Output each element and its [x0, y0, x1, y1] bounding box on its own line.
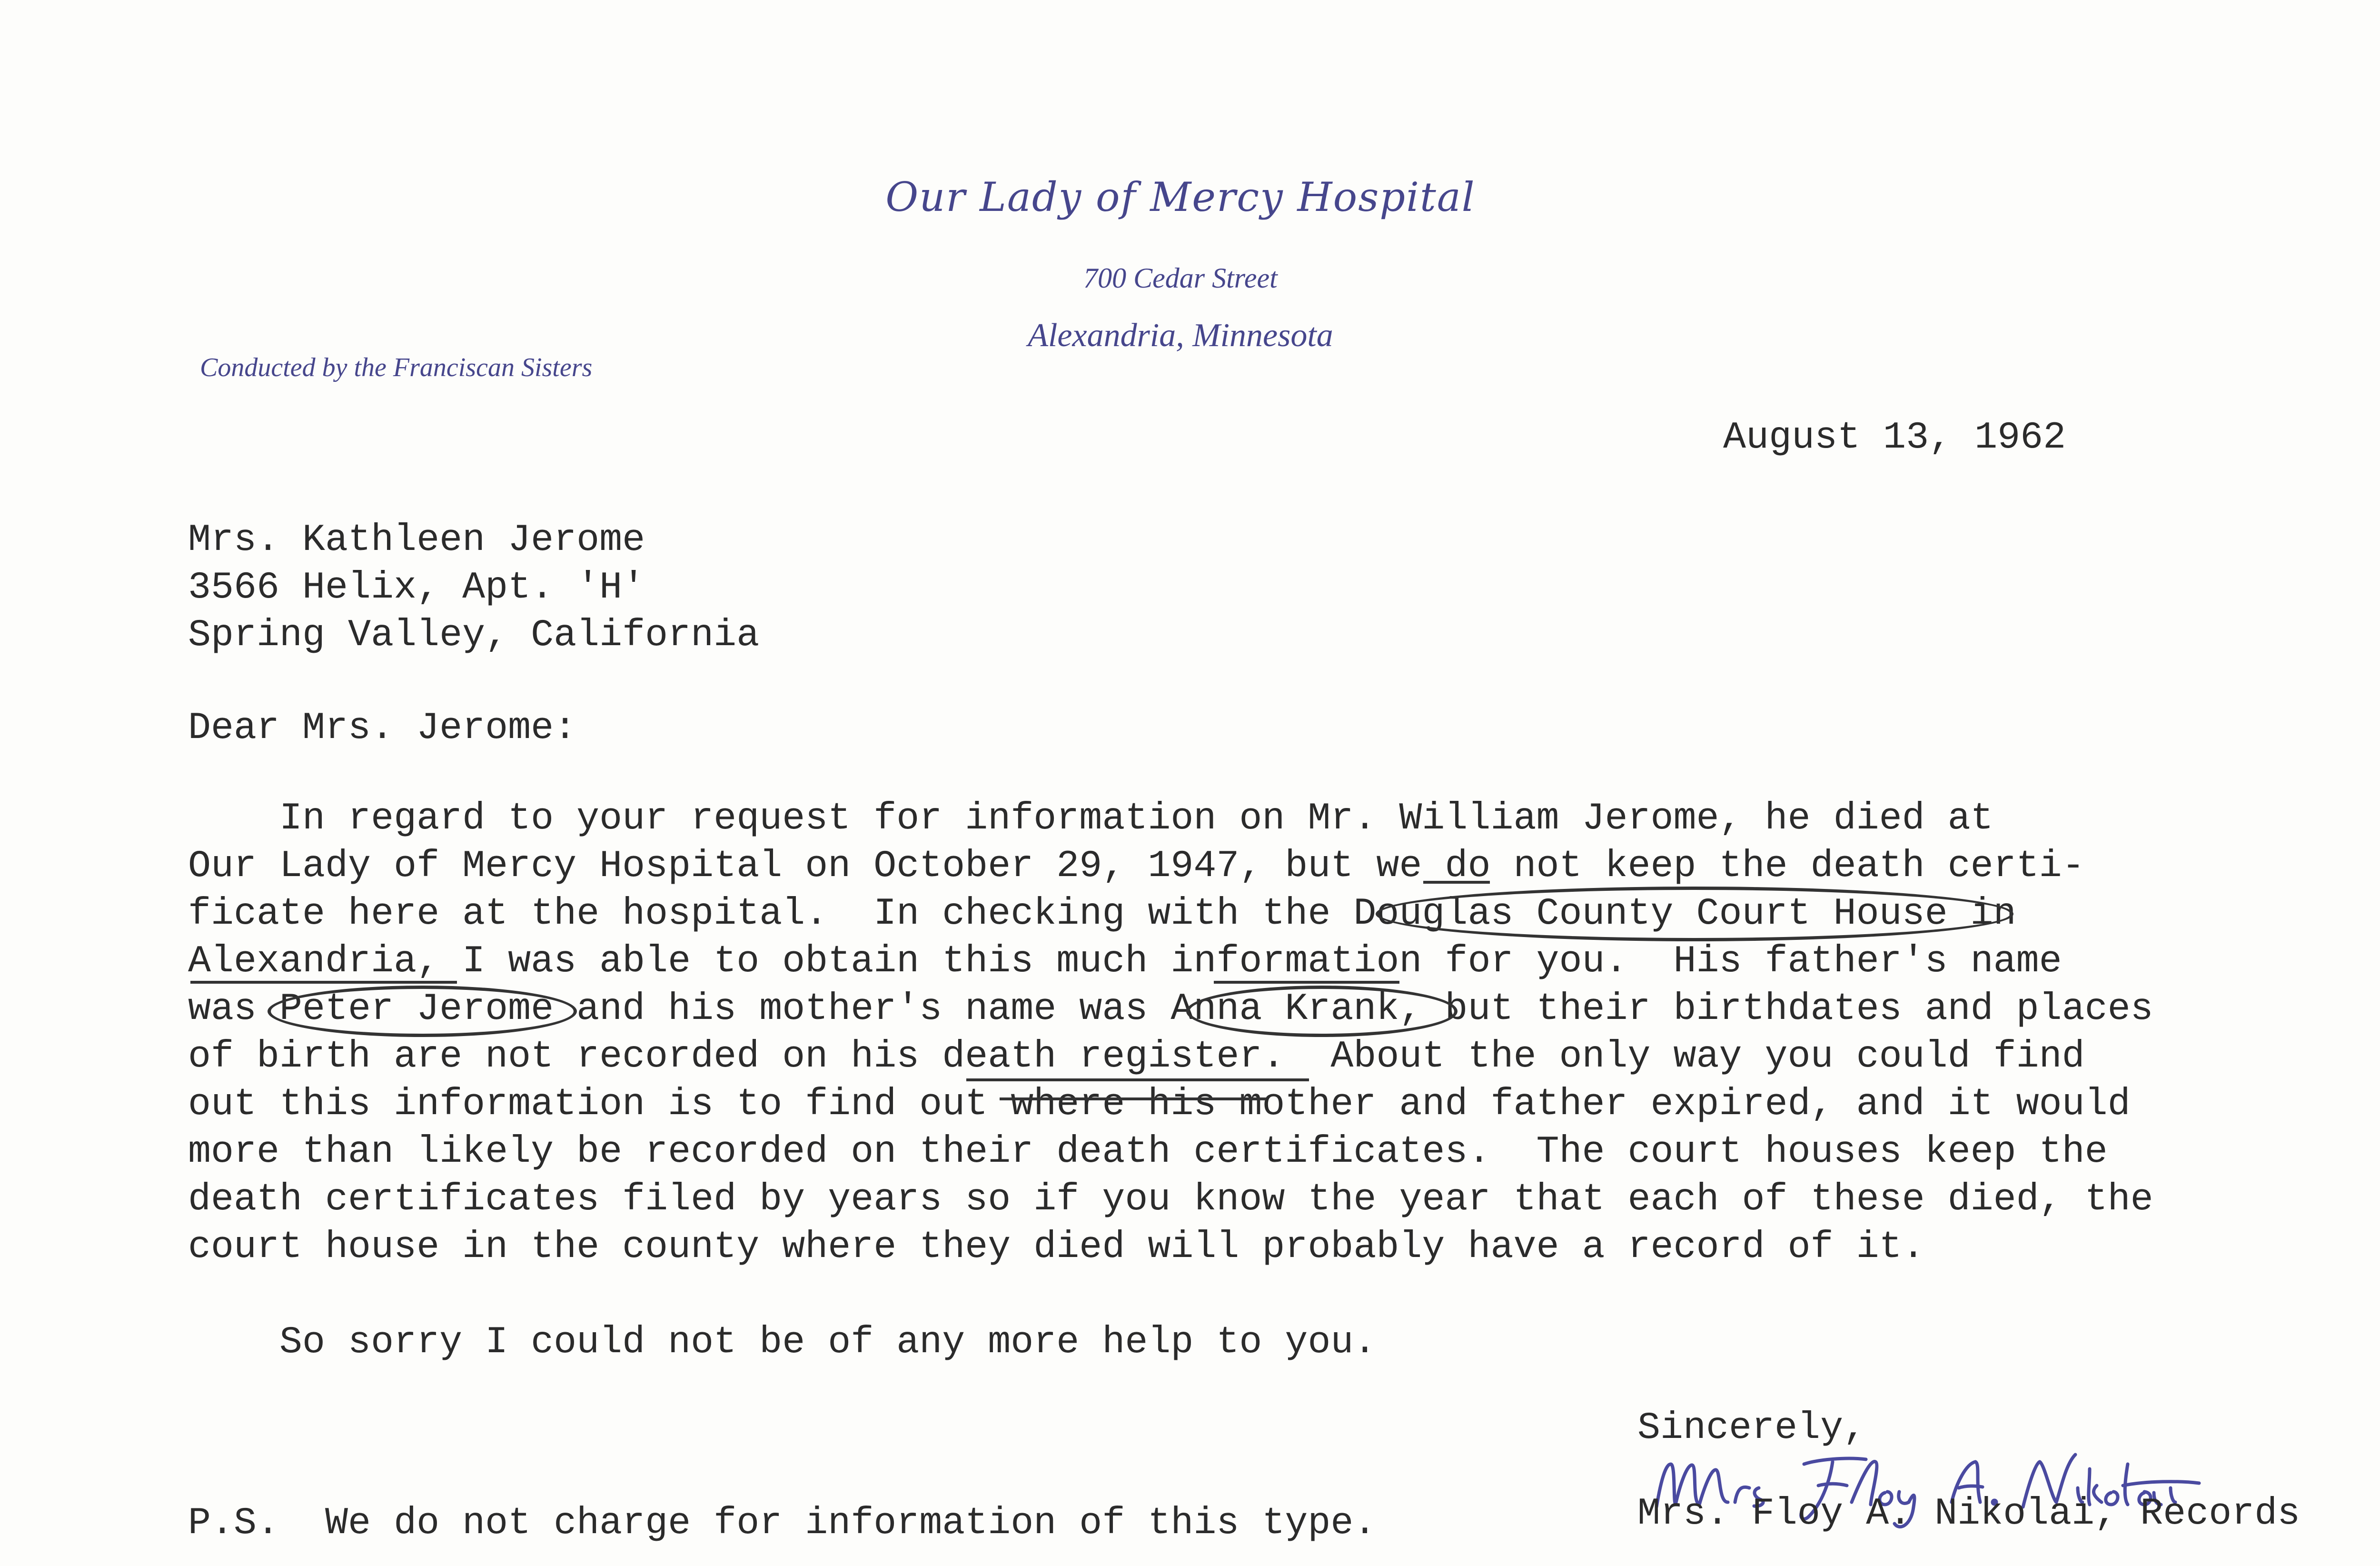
- underline-information: [1214, 981, 1399, 984]
- signer-name-title: Mrs. Floy A. Nikolai, Records: [1637, 1492, 2301, 1536]
- circle-annotation-court-house: [1376, 887, 2013, 941]
- underline-alexandria: [190, 981, 457, 984]
- recipient-address: [188, 517, 759, 659]
- recipient-city: Spring Valley, California: [188, 614, 760, 657]
- body-line: of birth are not recorded on his death register. About the only way you could find: [188, 1035, 2085, 1078]
- postscript: P.S. We do not charge for information of this type.: [188, 1502, 1377, 1545]
- letterhead-conducted-by: Conducted by the Franciscan Sisters: [200, 353, 593, 382]
- letterhead-street: 700 Cedar Street: [1083, 262, 1278, 294]
- circle-annotation-peter-jerome: [268, 986, 577, 1037]
- salutation: Dear Mrs. Jerome:: [188, 707, 577, 750]
- letter-date: August 13, 1962: [1723, 416, 2066, 459]
- underline-death-register: [966, 1078, 1309, 1081]
- body-line: Our Lady of Mercy Hospital on October 29, 1947, but we do not keep the death certi-: [188, 845, 2085, 888]
- letterhead-city: Alexandria, Minnesota: [1028, 317, 1333, 354]
- letterhead-hospital-name: Our Lady of Mercy Hospital: [885, 174, 1476, 220]
- body-line: death certificates filed by years so if you know the year that each of these died, the: [188, 1178, 2153, 1221]
- body-line: ficate here at the hospital. In checking with the Douglas County Court House in: [188, 892, 2016, 936]
- body-line: Alexandria, I was able to obtain this much information for you. His father's name: [188, 940, 2062, 983]
- body-line: In regard to your request for information on Mr. William Jerome, he died at: [188, 797, 1993, 840]
- signoff: Sincerely,: [1637, 1406, 1866, 1450]
- body-line: more than likely be recorded on their death certificates. The court houses keep the: [188, 1130, 2108, 1174]
- closing-paragraph: So sorry I could not be of any more help to you.: [188, 1321, 1377, 1364]
- recipient-street: 3566 Helix, Apt. 'H': [188, 566, 645, 609]
- body-line: out this information is to find out where his mother and father expired, and it would: [188, 1083, 2131, 1126]
- underline-we: [1423, 881, 1490, 884]
- body-line: was Peter Jerome and his mother's name was Anna Krank, but their birthdates and places: [188, 987, 2153, 1031]
- underline-out-where-his: [1000, 1097, 1266, 1100]
- body-line: court house in the county where they died will probably have a record of it.: [188, 1226, 1925, 1269]
- circle-annotation-anna-krank: [1186, 986, 1458, 1037]
- recipient-name: Mrs. Kathleen Jerome: [188, 519, 645, 562]
